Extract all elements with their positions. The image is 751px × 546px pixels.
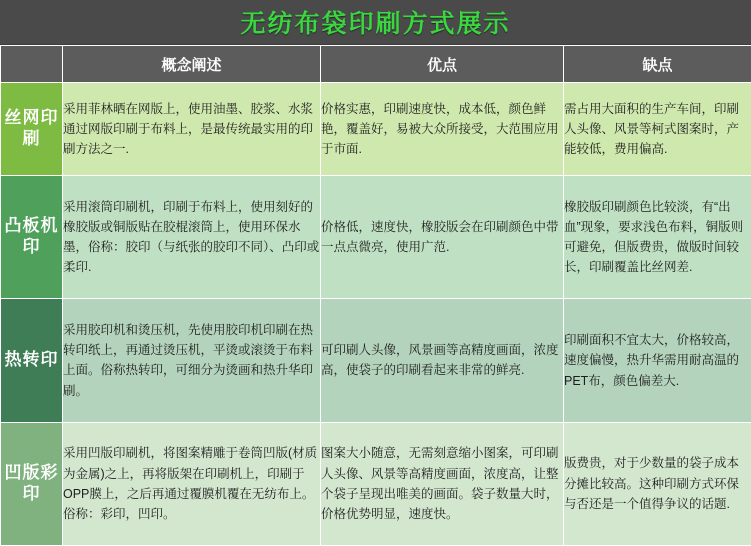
row-label-gravure-printing: 凹版彩印 bbox=[1, 422, 63, 545]
row-label-relief-printing: 凸板机印 bbox=[1, 175, 63, 298]
table-header-concept: 概念阐述 bbox=[63, 46, 321, 83]
cell-cons-screen-printing: 需占用大面积的生产车间，印刷人头像、风景等柯式图案时，产能较低，费用偏高. bbox=[564, 83, 751, 176]
cell-concept-screen-printing: 采用菲林晒在网版上，使用油墨、胶浆、水浆通过网版印刷于布料上，是最传统最实用的印刷方法之一. bbox=[63, 83, 321, 176]
page-title: 无纺布袋印刷方式展示 bbox=[240, 10, 511, 38]
cell-concept-gravure-printing: 采用凹版印刷机，将图案精雕于卷筒凹版(材质为金属)之上，再将版架在印刷机上，印刷于OPP膜上，之后再通过覆膜机覆在无纺布上。俗称：彩印，凹印。 bbox=[63, 422, 321, 545]
table-row bbox=[1, 422, 751, 545]
row-label-screen-printing: 丝网印刷 bbox=[1, 83, 63, 176]
cell-cons-heat-transfer: 印刷面积不宜太大，价格较高，速度偏慢，热升华需用耐高温的PET布，颜色偏差大. bbox=[564, 299, 751, 422]
cell-cons-relief-printing: 橡胶版印刷颜色比较淡，有“出血”现象，要求浅色布料，铜版则可避免，但版费贵，做版时间较长，印刷覆盖比丝网差. bbox=[564, 175, 751, 298]
table-row bbox=[1, 83, 751, 176]
cell-concept-heat-transfer: 采用胶印机和烫压机，先使用胶印机印刷在热转印纸上，再通过烫压机，平烫或滚烫于布料上面。俗称热转印，可细分为烫画和热升华印刷。 bbox=[63, 299, 321, 422]
cell-pros-heat-transfer: 可印刷人头像，风景画等高精度画面，浓度高，使袋子的印刷看起来非常的鲜亮. bbox=[321, 299, 564, 422]
table-header-cons: 缺点 bbox=[564, 46, 751, 83]
cell-concept-relief-printing: 采用滚筒印刷机，印刷于布料上，使用刻好的橡胶版或铜版贴在胶棍滚筒上，使用环保水墨，俗称：胶印（与纸张的胶印不同）、凸印或柔印. bbox=[63, 175, 321, 298]
table-header-corner bbox=[1, 46, 63, 83]
row-label-heat-transfer: 热转印 bbox=[1, 299, 63, 422]
printing-methods-table bbox=[0, 45, 751, 546]
table-row bbox=[1, 175, 751, 298]
cell-pros-screen-printing: 价格实惠，印刷速度快，成本低，颜色鲜艳，覆盖好，易被大众所接受，大范围应用于市面. bbox=[321, 83, 564, 176]
table-header-row bbox=[1, 46, 751, 83]
title-bar bbox=[0, 0, 751, 45]
table-header-pros: 优点 bbox=[321, 46, 564, 83]
cell-pros-relief-printing: 价格低，速度快，橡胶版会在印刷颜色中带一点点微亮，使用广范. bbox=[321, 175, 564, 298]
table-row bbox=[1, 299, 751, 422]
table-body bbox=[1, 83, 751, 546]
table-header bbox=[1, 46, 751, 83]
cell-cons-gravure-printing: 版费贵，对于少数量的袋子成本分摊比较高。这种印刷方式环保与否还是一个值得争议的话题. bbox=[564, 422, 751, 545]
cell-pros-gravure-printing: 图案大小随意，无需刻意缩小图案，可印刷人头像、风景等高精度画面，浓度高，让整个袋子呈现出唯美的画面。袋子数量大时，价格优势明显，速度快。 bbox=[321, 422, 564, 545]
